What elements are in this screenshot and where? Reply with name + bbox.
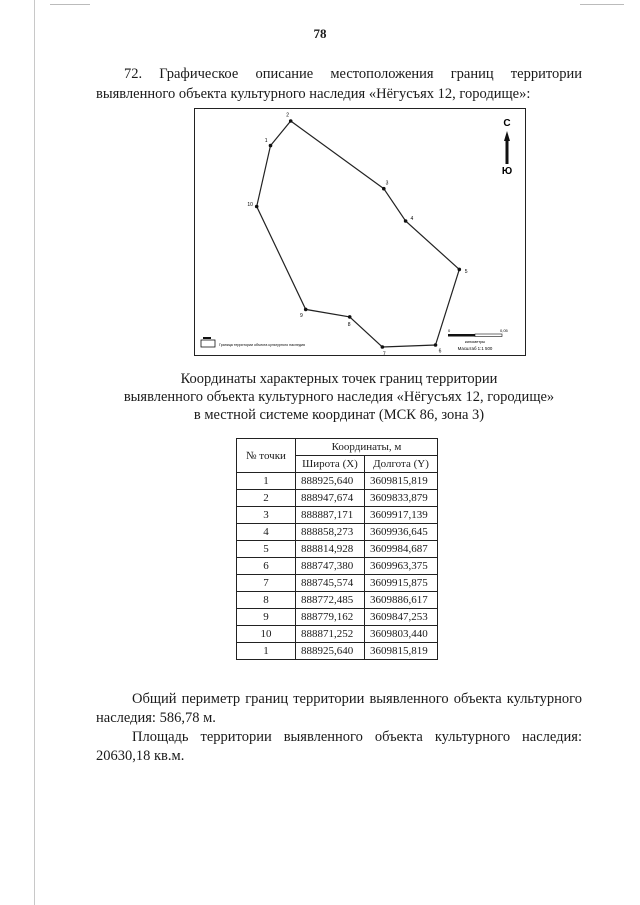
point-number-cell: 5 <box>237 541 296 558</box>
boundary-point-label: 1 <box>264 138 268 145</box>
longitude-cell: 3609803,440 <box>365 626 438 643</box>
page-number: 78 <box>313 26 327 41</box>
boundary-map <box>194 108 526 356</box>
boundary-point <box>255 205 259 209</box>
boundary-point <box>269 144 273 148</box>
longitude-cell: 3609984,687 <box>365 541 438 558</box>
scan-artifact <box>580 4 624 5</box>
latitude-cell: 888779,162 <box>296 609 365 626</box>
boundary-point <box>404 219 408 223</box>
table-row <box>237 592 438 609</box>
table-row <box>237 626 438 643</box>
table-title-line: Координаты характерных точек границ территории <box>180 371 498 387</box>
scale-ratio-label: Масштаб 1:1 500 <box>457 346 493 351</box>
latitude-cell: 888745,574 <box>296 575 365 592</box>
longitude-cell: 3609886,617 <box>365 592 438 609</box>
latitude-cell: 888887,171 <box>296 507 365 524</box>
south-label: Ю <box>501 166 513 177</box>
header-longitude: Долгота (Y) <box>365 456 438 473</box>
table-row <box>237 609 438 626</box>
boundary-point <box>348 315 352 319</box>
north-label: С <box>503 118 511 129</box>
latitude-cell: 888747,380 <box>296 558 365 575</box>
boundary-point-label: 3 <box>385 180 389 187</box>
latitude-cell: 888814,928 <box>296 541 365 558</box>
point-number-cell: 2 <box>237 490 296 507</box>
north-arrow-shaft <box>506 140 509 164</box>
perimeter-text: Общий периметр границ территории выявленного объекта культурного наследия: 586,78 м. <box>96 691 582 726</box>
boundary-point <box>304 308 308 312</box>
header-coordinates: Координаты, м <box>296 439 438 456</box>
boundary-point-label: 5 <box>464 268 468 275</box>
scan-artifact <box>50 4 90 5</box>
boundary-point <box>381 345 385 349</box>
point-number-cell: 3 <box>237 507 296 524</box>
summary-block <box>96 690 582 766</box>
point-number-cell: 4 <box>237 524 296 541</box>
point-number-cell: 9 <box>237 609 296 626</box>
table-row <box>237 643 438 660</box>
boundary-line <box>257 121 460 347</box>
longitude-cell: 3609847,253 <box>365 609 438 626</box>
scale-unit-label: километры <box>464 339 486 344</box>
scale-bar-dark <box>448 334 475 337</box>
boundary-point-label: 4 <box>410 215 414 222</box>
longitude-cell: 3609833,879 <box>365 490 438 507</box>
latitude-cell: 888858,273 <box>296 524 365 541</box>
longitude-cell: 3609963,375 <box>365 558 438 575</box>
latitude-cell: 888947,674 <box>296 490 365 507</box>
coordinates-table <box>236 438 438 660</box>
scale-zero-label: 0 <box>448 328 451 333</box>
table-title-line: выявленного объекта культурного наследия «Нёгусъях 12, городище» <box>123 389 555 405</box>
map-legend <box>201 338 305 347</box>
point-number-cell: 10 <box>237 626 296 643</box>
table-row <box>237 490 438 507</box>
point-number-cell: 7 <box>237 575 296 592</box>
north-arrow-head-icon <box>504 131 510 141</box>
boundary-point-label: 8 <box>347 321 351 328</box>
point-number-cell: 8 <box>237 592 296 609</box>
boundary-point <box>458 268 462 272</box>
scale-bar <box>448 328 509 351</box>
boundary-point <box>382 187 386 191</box>
latitude-cell: 888772,485 <box>296 592 365 609</box>
boundary-polygon-layer <box>247 113 467 355</box>
table-row <box>237 524 438 541</box>
table-row <box>237 473 438 490</box>
area-text: Площадь территории выявленного объекта культурного наследия: 20630,18 кв.м. <box>96 729 582 764</box>
scale-max-label: 0,05 <box>500 328 508 333</box>
longitude-cell: 3609936,645 <box>365 524 438 541</box>
table-row <box>237 507 438 524</box>
latitude-cell: 888871,252 <box>296 626 365 643</box>
longitude-cell: 3609815,819 <box>365 643 438 660</box>
north-arrow <box>502 118 512 177</box>
table-title <box>96 370 582 424</box>
boundary-point-label: 10 <box>247 201 253 208</box>
legend-label: Граница территории объекта культурного наследия <box>219 343 305 347</box>
table-row <box>237 558 438 575</box>
header-point-number: № точки <box>237 439 296 473</box>
boundary-point-label: 2 <box>286 112 289 119</box>
table-row <box>237 575 438 592</box>
boundary-point-label: 6 <box>438 348 442 355</box>
boundary-point <box>289 119 293 123</box>
longitude-cell: 3609815,819 <box>365 473 438 490</box>
scan-margin-line <box>34 0 35 905</box>
boundary-point-label: 7 <box>382 351 386 355</box>
point-number-cell: 1 <box>237 473 296 490</box>
section-heading: 72. Графическое описание местоположения границ территории выявленного объекта культурного наследия «Нёгусъях 12, городище»: <box>96 66 582 102</box>
boundary-point <box>434 343 438 347</box>
longitude-cell: 3609915,875 <box>365 575 438 592</box>
table-title-line: в местной системе координат (МСК 86, зона 3) <box>193 407 485 423</box>
table-row <box>237 541 438 558</box>
header-latitude: Широта (X) <box>296 456 365 473</box>
boundary-point-label: 9 <box>300 313 303 319</box>
point-number-cell: 6 <box>237 558 296 575</box>
legend-swatch <box>201 340 215 347</box>
latitude-cell: 888925,640 <box>296 473 365 490</box>
point-number-cell: 1 <box>237 643 296 660</box>
coordinates-table-body <box>237 473 438 660</box>
latitude-cell: 888925,640 <box>296 643 365 660</box>
boundary-map-canvas <box>195 109 525 355</box>
longitude-cell: 3609917,139 <box>365 507 438 524</box>
scale-bar-light <box>475 334 502 337</box>
